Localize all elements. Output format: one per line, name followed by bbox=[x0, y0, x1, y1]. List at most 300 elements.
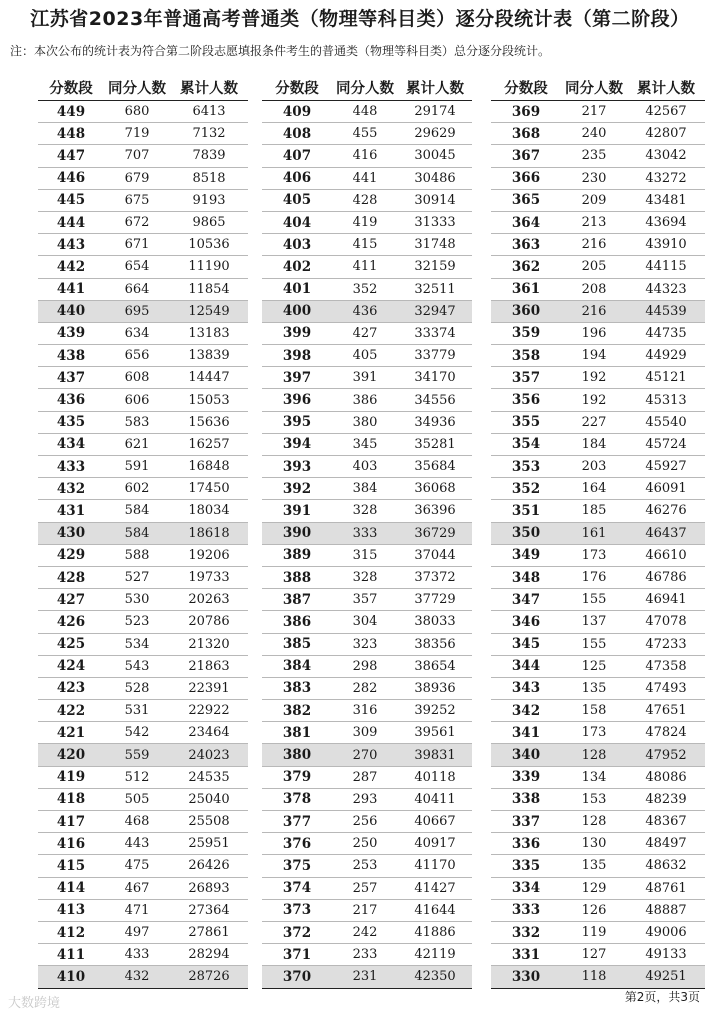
table-row bbox=[262, 611, 472, 633]
same-score-count-cell: 534 bbox=[104, 633, 170, 655]
score-cell: 385 bbox=[262, 633, 332, 655]
same-score-count-cell: 328 bbox=[332, 566, 398, 588]
score-cell: 406 bbox=[262, 167, 332, 189]
table-row bbox=[491, 256, 705, 278]
score-cell: 362 bbox=[491, 256, 561, 278]
cumulative-count-cell: 31333 bbox=[398, 211, 472, 233]
table-row bbox=[491, 833, 705, 855]
score-cell: 439 bbox=[38, 322, 104, 344]
score-cell: 420 bbox=[38, 744, 104, 766]
cumulative-count-cell: 34170 bbox=[398, 367, 472, 389]
score-cell: 448 bbox=[38, 123, 104, 145]
cumulative-count-cell: 44735 bbox=[627, 322, 705, 344]
score-cell: 363 bbox=[491, 234, 561, 256]
score-cell: 415 bbox=[38, 855, 104, 877]
same-score-count-cell: 137 bbox=[561, 611, 627, 633]
table-row bbox=[491, 899, 705, 921]
cumulative-count-header: 累计人数 bbox=[170, 74, 248, 101]
score-cell: 332 bbox=[491, 921, 561, 943]
same-score-count-cell: 634 bbox=[104, 322, 170, 344]
table-row bbox=[38, 367, 248, 389]
cumulative-count-cell: 40411 bbox=[398, 788, 472, 810]
table-row bbox=[262, 101, 472, 123]
table-row bbox=[491, 300, 705, 322]
score-cell: 342 bbox=[491, 700, 561, 722]
table-row bbox=[262, 234, 472, 256]
table-row bbox=[38, 256, 248, 278]
same-score-count-cell: 135 bbox=[561, 855, 627, 877]
table-row bbox=[262, 456, 472, 478]
cumulative-count-cell: 30486 bbox=[398, 167, 472, 189]
cumulative-count-cell: 28294 bbox=[170, 944, 248, 966]
cumulative-count-cell: 9193 bbox=[170, 189, 248, 211]
table-row bbox=[491, 855, 705, 877]
cumulative-count-cell: 48086 bbox=[627, 766, 705, 788]
cumulative-count-cell: 11190 bbox=[170, 256, 248, 278]
score-cell: 414 bbox=[38, 877, 104, 899]
same-score-count-cell: 235 bbox=[561, 145, 627, 167]
same-score-count-cell: 194 bbox=[561, 345, 627, 367]
cumulative-count-cell: 25951 bbox=[170, 833, 248, 855]
cumulative-count-cell: 11854 bbox=[170, 278, 248, 300]
cumulative-count-cell: 40667 bbox=[398, 811, 472, 833]
score-cell: 403 bbox=[262, 234, 332, 256]
same-score-count-cell: 304 bbox=[332, 611, 398, 633]
table-note: 注：本次公布的统计表为符合第二阶段志愿填报条件考生的普通类（物理等科目类）总分逐分段统计。 bbox=[10, 44, 551, 58]
cumulative-count-cell: 47493 bbox=[627, 677, 705, 699]
cumulative-count-cell: 24535 bbox=[170, 766, 248, 788]
cumulative-count-header: 累计人数 bbox=[627, 74, 705, 101]
table-row bbox=[491, 544, 705, 566]
same-score-count-cell: 584 bbox=[104, 522, 170, 544]
same-score-count-cell: 531 bbox=[104, 700, 170, 722]
cumulative-count-cell: 21863 bbox=[170, 655, 248, 677]
same-score-count-cell: 443 bbox=[104, 833, 170, 855]
same-score-count-cell: 606 bbox=[104, 389, 170, 411]
score-cell: 429 bbox=[38, 544, 104, 566]
same-score-count-header: 同分人数 bbox=[104, 74, 170, 101]
cumulative-count-cell: 18618 bbox=[170, 522, 248, 544]
cumulative-count-cell: 7132 bbox=[170, 123, 248, 145]
score-cell: 421 bbox=[38, 722, 104, 744]
table-row bbox=[262, 700, 472, 722]
cumulative-count-cell: 31748 bbox=[398, 234, 472, 256]
same-score-count-cell: 250 bbox=[332, 833, 398, 855]
cumulative-count-cell: 27861 bbox=[170, 921, 248, 943]
cumulative-count-cell: 32159 bbox=[398, 256, 472, 278]
score-header: 分数段 bbox=[491, 74, 561, 101]
same-score-count-cell: 287 bbox=[332, 766, 398, 788]
same-score-count-cell: 216 bbox=[561, 300, 627, 322]
score-cell: 354 bbox=[491, 433, 561, 455]
table-row bbox=[491, 633, 705, 655]
cumulative-count-cell: 47358 bbox=[627, 655, 705, 677]
cumulative-count-cell: 36068 bbox=[398, 478, 472, 500]
score-cell: 350 bbox=[491, 522, 561, 544]
same-score-count-cell: 135 bbox=[561, 677, 627, 699]
score-cell: 394 bbox=[262, 433, 332, 455]
table-row bbox=[491, 478, 705, 500]
cumulative-count-cell: 30914 bbox=[398, 189, 472, 211]
table-row bbox=[491, 944, 705, 966]
table-row bbox=[491, 722, 705, 744]
score-cell: 382 bbox=[262, 700, 332, 722]
cumulative-count-cell: 47824 bbox=[627, 722, 705, 744]
score-cell: 349 bbox=[491, 544, 561, 566]
cumulative-count-cell: 48632 bbox=[627, 855, 705, 877]
same-score-count-cell: 384 bbox=[332, 478, 398, 500]
same-score-count-cell: 298 bbox=[332, 655, 398, 677]
same-score-count-cell: 386 bbox=[332, 389, 398, 411]
table-row bbox=[262, 145, 472, 167]
table-row bbox=[38, 899, 248, 921]
table-row bbox=[491, 367, 705, 389]
cumulative-count-cell: 44929 bbox=[627, 345, 705, 367]
table-row bbox=[262, 877, 472, 899]
cumulative-count-cell: 36729 bbox=[398, 522, 472, 544]
table-row bbox=[491, 500, 705, 522]
table-row bbox=[491, 766, 705, 788]
table-row bbox=[491, 566, 705, 588]
score-cell: 338 bbox=[491, 788, 561, 810]
same-score-count-cell: 621 bbox=[104, 433, 170, 455]
same-score-count-cell: 680 bbox=[104, 101, 170, 123]
same-score-count-header: 同分人数 bbox=[561, 74, 627, 101]
cumulative-count-cell: 14447 bbox=[170, 367, 248, 389]
cumulative-count-cell: 29629 bbox=[398, 123, 472, 145]
table-row bbox=[262, 278, 472, 300]
score-cell: 365 bbox=[491, 189, 561, 211]
score-cell: 444 bbox=[38, 211, 104, 233]
score-table bbox=[38, 74, 248, 989]
watermark: 大数跨境 bbox=[8, 996, 61, 1011]
score-cell: 442 bbox=[38, 256, 104, 278]
table-row bbox=[38, 456, 248, 478]
score-cell: 449 bbox=[38, 101, 104, 123]
score-cell: 437 bbox=[38, 367, 104, 389]
same-score-count-cell: 161 bbox=[561, 522, 627, 544]
table-row bbox=[38, 189, 248, 211]
table-row bbox=[491, 589, 705, 611]
cumulative-count-cell: 33374 bbox=[398, 322, 472, 344]
cumulative-count-cell: 19206 bbox=[170, 544, 248, 566]
same-score-count-cell: 608 bbox=[104, 367, 170, 389]
score-cell: 358 bbox=[491, 345, 561, 367]
same-score-count-cell: 679 bbox=[104, 167, 170, 189]
score-cell: 422 bbox=[38, 700, 104, 722]
cumulative-count-cell: 34936 bbox=[398, 411, 472, 433]
table-row bbox=[38, 700, 248, 722]
cumulative-count-cell: 26893 bbox=[170, 877, 248, 899]
table-row bbox=[262, 633, 472, 655]
score-table-column-2 bbox=[262, 74, 472, 989]
cumulative-count-cell: 48761 bbox=[627, 877, 705, 899]
score-table-column-3 bbox=[491, 74, 705, 989]
same-score-count-cell: 415 bbox=[332, 234, 398, 256]
same-score-count-cell: 270 bbox=[332, 744, 398, 766]
same-score-count-cell: 391 bbox=[332, 367, 398, 389]
table-row bbox=[262, 411, 472, 433]
same-score-count-cell: 530 bbox=[104, 589, 170, 611]
table-row bbox=[38, 211, 248, 233]
table-row bbox=[491, 677, 705, 699]
score-cell: 353 bbox=[491, 456, 561, 478]
cumulative-count-cell: 23464 bbox=[170, 722, 248, 744]
table-row bbox=[262, 345, 472, 367]
cumulative-count-cell: 43042 bbox=[627, 145, 705, 167]
table-row bbox=[262, 478, 472, 500]
same-score-count-cell: 656 bbox=[104, 345, 170, 367]
cumulative-count-cell: 22391 bbox=[170, 677, 248, 699]
table-row bbox=[262, 389, 472, 411]
same-score-count-cell: 242 bbox=[332, 921, 398, 943]
same-score-count-cell: 213 bbox=[561, 211, 627, 233]
cumulative-count-header: 累计人数 bbox=[398, 74, 472, 101]
score-cell: 340 bbox=[491, 744, 561, 766]
table-row bbox=[491, 123, 705, 145]
table-row bbox=[491, 145, 705, 167]
score-cell: 408 bbox=[262, 123, 332, 145]
cumulative-count-cell: 41644 bbox=[398, 899, 472, 921]
score-cell: 443 bbox=[38, 234, 104, 256]
score-cell: 428 bbox=[38, 566, 104, 588]
score-cell: 438 bbox=[38, 345, 104, 367]
cumulative-count-cell: 17450 bbox=[170, 478, 248, 500]
cumulative-count-cell: 42350 bbox=[398, 966, 472, 988]
cumulative-count-cell: 38356 bbox=[398, 633, 472, 655]
cumulative-count-cell: 43481 bbox=[627, 189, 705, 211]
table-row bbox=[38, 944, 248, 966]
same-score-count-cell: 427 bbox=[332, 322, 398, 344]
score-cell: 412 bbox=[38, 921, 104, 943]
table-row bbox=[38, 566, 248, 588]
table-row bbox=[262, 655, 472, 677]
score-cell: 347 bbox=[491, 589, 561, 611]
cumulative-count-cell: 48239 bbox=[627, 788, 705, 810]
page-number: 第2页，共3页 bbox=[624, 990, 700, 1004]
table-row bbox=[491, 611, 705, 633]
cumulative-count-cell: 45121 bbox=[627, 367, 705, 389]
cumulative-count-cell: 49006 bbox=[627, 921, 705, 943]
table-row bbox=[38, 722, 248, 744]
cumulative-count-cell: 13839 bbox=[170, 345, 248, 367]
same-score-count-cell: 664 bbox=[104, 278, 170, 300]
table-row bbox=[491, 278, 705, 300]
table-row bbox=[491, 966, 705, 988]
same-score-count-cell: 380 bbox=[332, 411, 398, 433]
table-row bbox=[38, 167, 248, 189]
table-row bbox=[38, 833, 248, 855]
same-score-count-cell: 233 bbox=[332, 944, 398, 966]
cumulative-count-cell: 25508 bbox=[170, 811, 248, 833]
same-score-count-cell: 433 bbox=[104, 944, 170, 966]
same-score-count-cell: 527 bbox=[104, 566, 170, 588]
cumulative-count-cell: 34556 bbox=[398, 389, 472, 411]
cumulative-count-cell: 48367 bbox=[627, 811, 705, 833]
same-score-count-cell: 671 bbox=[104, 234, 170, 256]
table-row bbox=[491, 522, 705, 544]
score-cell: 356 bbox=[491, 389, 561, 411]
cumulative-count-cell: 47651 bbox=[627, 700, 705, 722]
table-row bbox=[262, 256, 472, 278]
table-row bbox=[38, 145, 248, 167]
same-score-count-cell: 695 bbox=[104, 300, 170, 322]
score-cell: 410 bbox=[38, 966, 104, 988]
same-score-count-cell: 523 bbox=[104, 611, 170, 633]
score-cell: 399 bbox=[262, 322, 332, 344]
cumulative-count-cell: 43910 bbox=[627, 234, 705, 256]
score-cell: 375 bbox=[262, 855, 332, 877]
same-score-count-cell: 196 bbox=[561, 322, 627, 344]
table-row bbox=[38, 655, 248, 677]
table-row bbox=[38, 411, 248, 433]
table-header-row bbox=[262, 74, 472, 101]
same-score-count-cell: 282 bbox=[332, 677, 398, 699]
same-score-count-cell: 441 bbox=[332, 167, 398, 189]
score-cell: 400 bbox=[262, 300, 332, 322]
score-cell: 434 bbox=[38, 433, 104, 455]
table-row bbox=[262, 322, 472, 344]
score-cell: 346 bbox=[491, 611, 561, 633]
cumulative-count-cell: 33779 bbox=[398, 345, 472, 367]
score-cell: 446 bbox=[38, 167, 104, 189]
table-row bbox=[262, 367, 472, 389]
score-cell: 330 bbox=[491, 966, 561, 988]
score-cell: 431 bbox=[38, 500, 104, 522]
score-cell: 367 bbox=[491, 145, 561, 167]
table-row bbox=[38, 966, 248, 988]
score-cell: 373 bbox=[262, 899, 332, 921]
same-score-count-cell: 588 bbox=[104, 544, 170, 566]
same-score-count-cell: 583 bbox=[104, 411, 170, 433]
score-cell: 383 bbox=[262, 677, 332, 699]
cumulative-count-cell: 38936 bbox=[398, 677, 472, 699]
table-row bbox=[38, 877, 248, 899]
table-row bbox=[38, 589, 248, 611]
score-cell: 407 bbox=[262, 145, 332, 167]
score-cell: 331 bbox=[491, 944, 561, 966]
same-score-count-cell: 185 bbox=[561, 500, 627, 522]
same-score-count-cell: 468 bbox=[104, 811, 170, 833]
score-cell: 378 bbox=[262, 788, 332, 810]
score-cell: 334 bbox=[491, 877, 561, 899]
cumulative-count-cell: 29174 bbox=[398, 101, 472, 123]
same-score-count-cell: 128 bbox=[561, 744, 627, 766]
table-row bbox=[38, 811, 248, 833]
same-score-count-cell: 505 bbox=[104, 788, 170, 810]
table-row bbox=[262, 544, 472, 566]
cumulative-count-cell: 46610 bbox=[627, 544, 705, 566]
score-cell: 393 bbox=[262, 456, 332, 478]
same-score-count-cell: 129 bbox=[561, 877, 627, 899]
score-cell: 396 bbox=[262, 389, 332, 411]
cumulative-count-cell: 40917 bbox=[398, 833, 472, 855]
cumulative-count-cell: 46091 bbox=[627, 478, 705, 500]
table-row bbox=[491, 411, 705, 433]
cumulative-count-cell: 42119 bbox=[398, 944, 472, 966]
same-score-count-cell: 542 bbox=[104, 722, 170, 744]
same-score-count-cell: 654 bbox=[104, 256, 170, 278]
score-cell: 388 bbox=[262, 566, 332, 588]
same-score-count-cell: 230 bbox=[561, 167, 627, 189]
cumulative-count-cell: 45724 bbox=[627, 433, 705, 455]
same-score-count-cell: 405 bbox=[332, 345, 398, 367]
table-row bbox=[38, 744, 248, 766]
score-cell: 447 bbox=[38, 145, 104, 167]
table-row bbox=[262, 189, 472, 211]
score-cell: 435 bbox=[38, 411, 104, 433]
table-row bbox=[38, 766, 248, 788]
same-score-count-cell: 203 bbox=[561, 456, 627, 478]
score-cell: 424 bbox=[38, 655, 104, 677]
cumulative-count-cell: 45540 bbox=[627, 411, 705, 433]
score-cell: 360 bbox=[491, 300, 561, 322]
score-cell: 425 bbox=[38, 633, 104, 655]
cumulative-count-cell: 21320 bbox=[170, 633, 248, 655]
table-row bbox=[262, 500, 472, 522]
cumulative-count-cell: 49133 bbox=[627, 944, 705, 966]
score-cell: 335 bbox=[491, 855, 561, 877]
score-cell: 337 bbox=[491, 811, 561, 833]
cumulative-count-cell: 27364 bbox=[170, 899, 248, 921]
score-cell: 368 bbox=[491, 123, 561, 145]
table-row bbox=[38, 788, 248, 810]
score-cell: 386 bbox=[262, 611, 332, 633]
same-score-count-cell: 591 bbox=[104, 456, 170, 478]
cumulative-count-cell: 35281 bbox=[398, 433, 472, 455]
same-score-count-cell: 559 bbox=[104, 744, 170, 766]
score-cell: 390 bbox=[262, 522, 332, 544]
table-row bbox=[491, 788, 705, 810]
score-cell: 387 bbox=[262, 589, 332, 611]
same-score-count-cell: 403 bbox=[332, 456, 398, 478]
same-score-count-cell: 352 bbox=[332, 278, 398, 300]
table-row bbox=[491, 189, 705, 211]
same-score-count-cell: 467 bbox=[104, 877, 170, 899]
table-row bbox=[491, 433, 705, 455]
table-header-row bbox=[491, 74, 705, 101]
table-row bbox=[491, 877, 705, 899]
cumulative-count-cell: 12549 bbox=[170, 300, 248, 322]
table-row bbox=[262, 921, 472, 943]
table-row bbox=[38, 300, 248, 322]
cumulative-count-cell: 46437 bbox=[627, 522, 705, 544]
table-row bbox=[491, 700, 705, 722]
table-row bbox=[491, 234, 705, 256]
same-score-count-cell: 471 bbox=[104, 899, 170, 921]
same-score-count-cell: 164 bbox=[561, 478, 627, 500]
score-cell: 419 bbox=[38, 766, 104, 788]
same-score-count-cell: 672 bbox=[104, 211, 170, 233]
score-cell: 343 bbox=[491, 677, 561, 699]
score-cell: 418 bbox=[38, 788, 104, 810]
table-row bbox=[38, 921, 248, 943]
same-score-count-cell: 253 bbox=[332, 855, 398, 877]
cumulative-count-cell: 24023 bbox=[170, 744, 248, 766]
same-score-count-cell: 475 bbox=[104, 855, 170, 877]
score-cell: 369 bbox=[491, 101, 561, 123]
same-score-count-cell: 432 bbox=[104, 966, 170, 988]
table-row bbox=[491, 456, 705, 478]
score-cell: 352 bbox=[491, 478, 561, 500]
table-row bbox=[38, 322, 248, 344]
same-score-count-cell: 217 bbox=[332, 899, 398, 921]
cumulative-count-cell: 44115 bbox=[627, 256, 705, 278]
same-score-count-cell: 333 bbox=[332, 522, 398, 544]
score-cell: 433 bbox=[38, 456, 104, 478]
table-row bbox=[38, 234, 248, 256]
same-score-count-cell: 315 bbox=[332, 544, 398, 566]
